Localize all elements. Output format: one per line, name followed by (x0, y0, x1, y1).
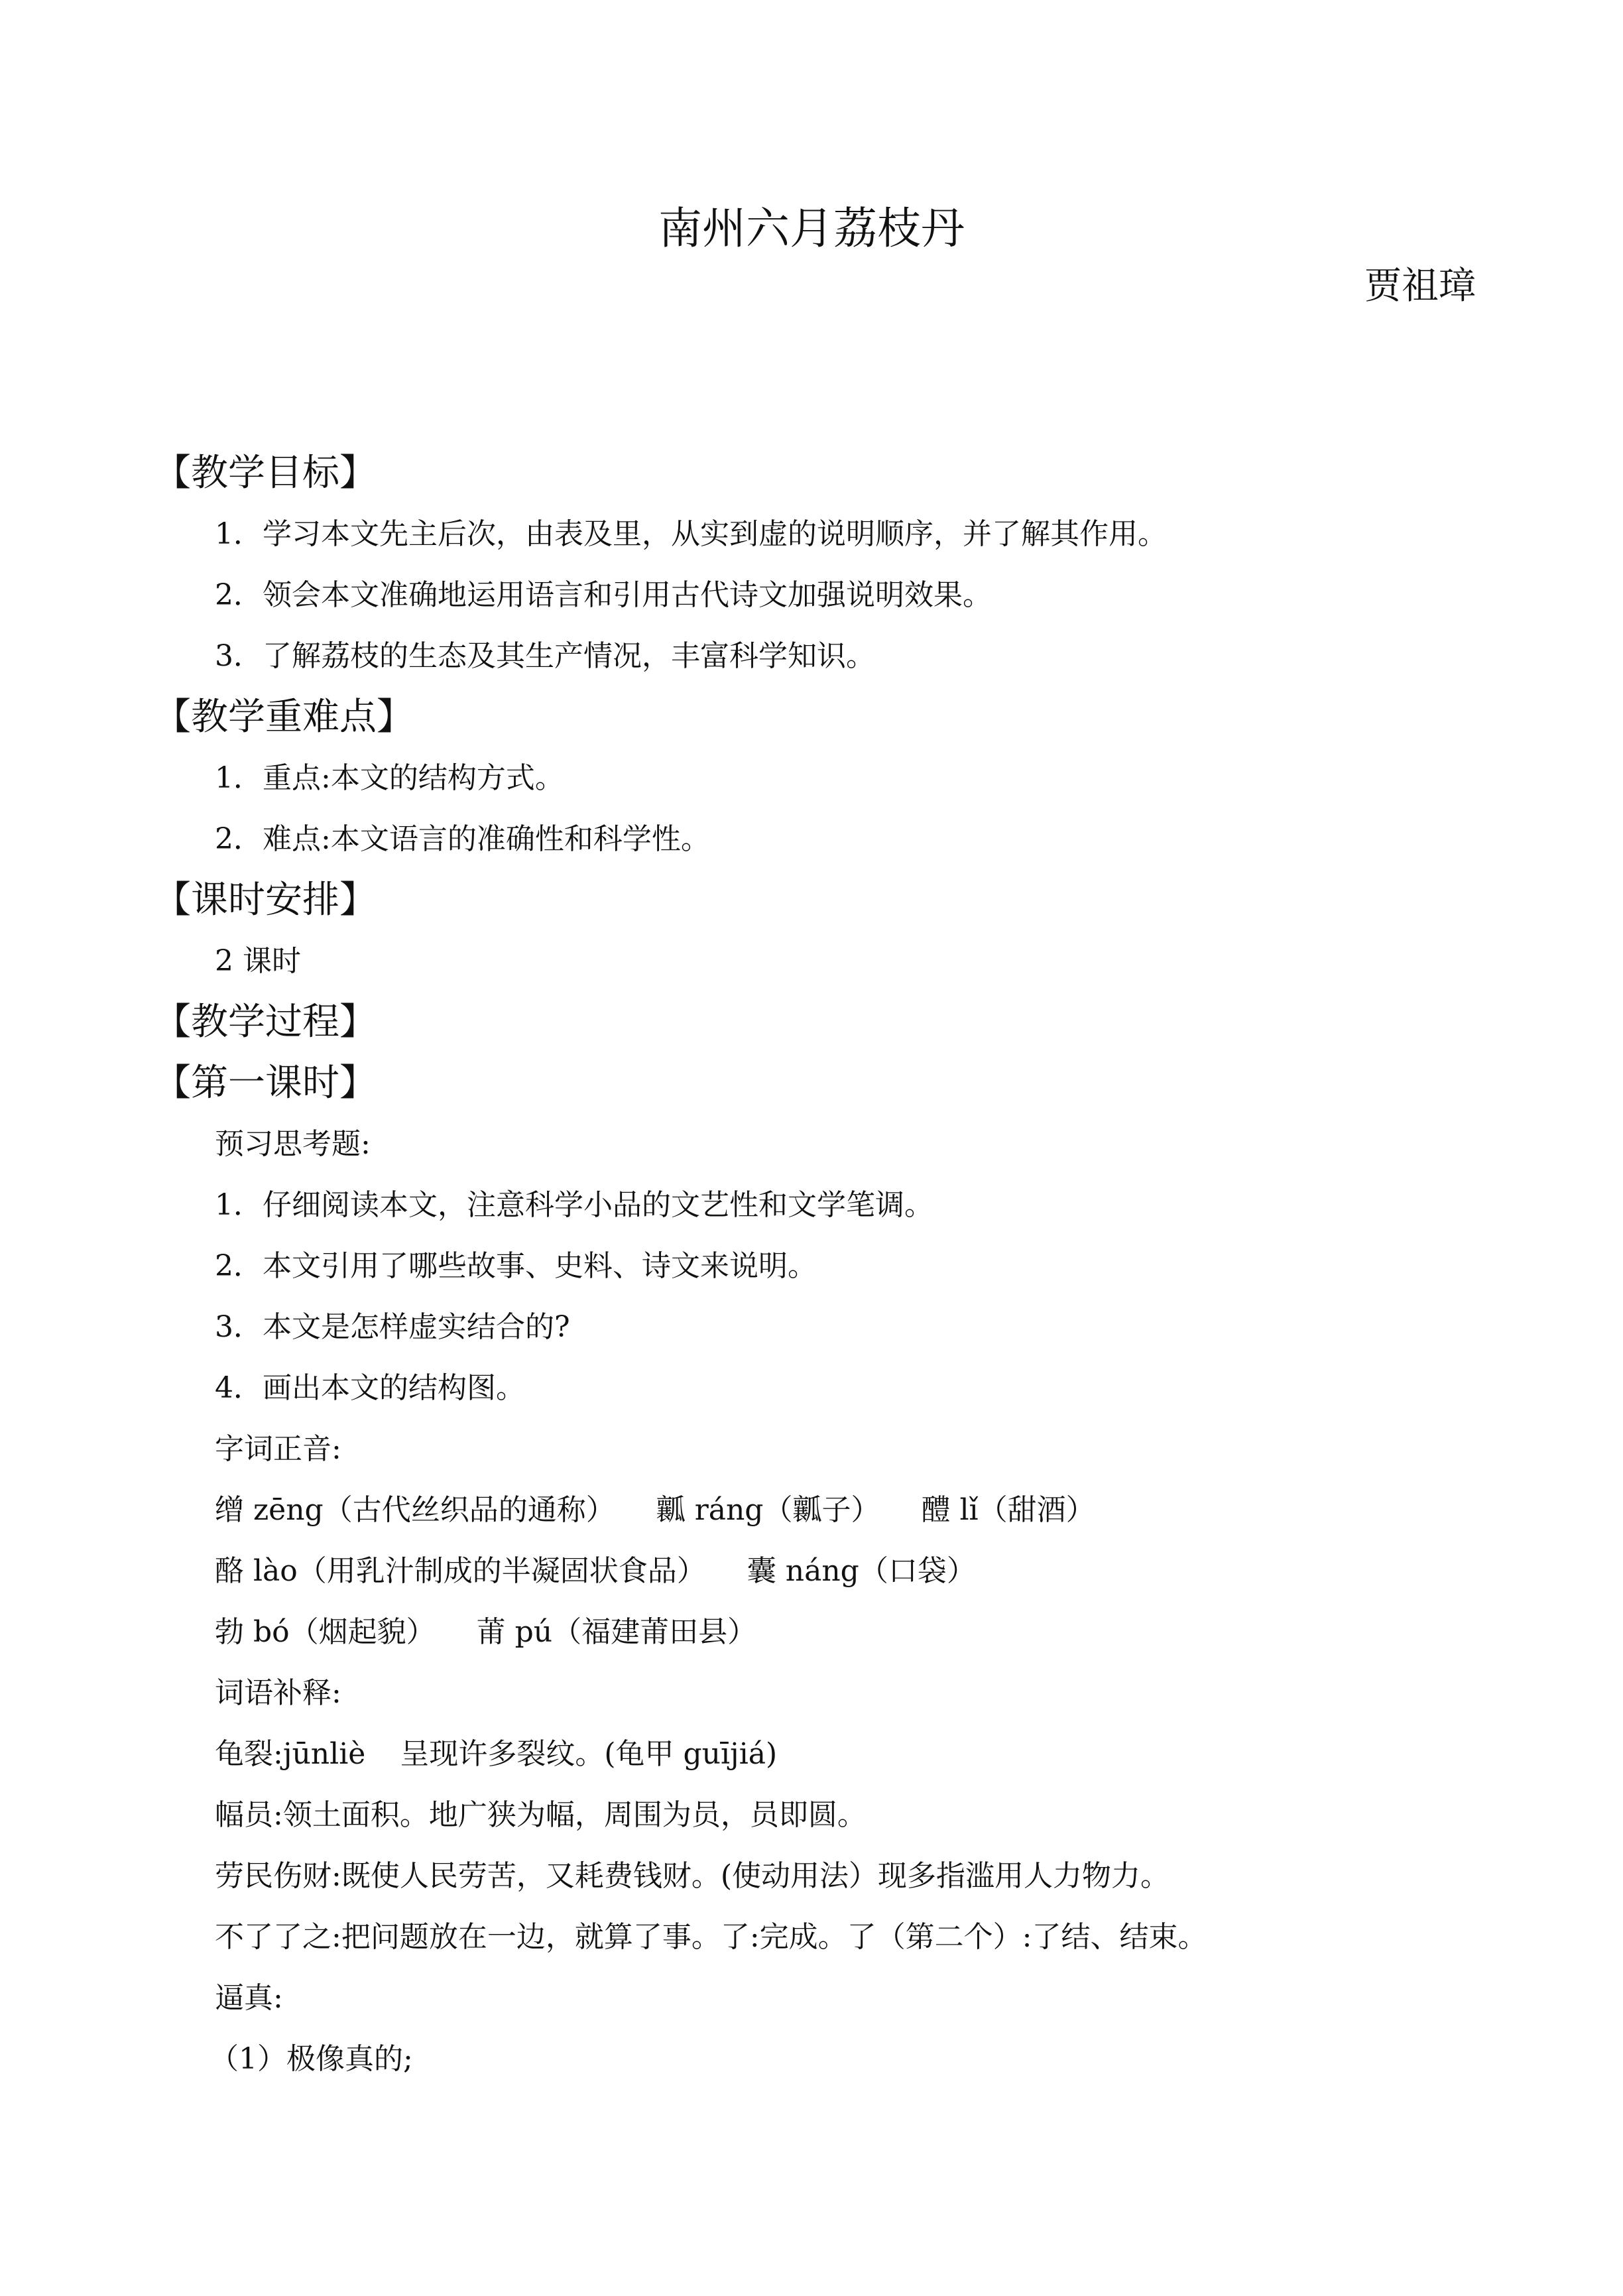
word-meaning: 呈现许多裂纹。(龟甲 guījiá) (400, 1737, 778, 1771)
pronunciation-entry: 酪 lào（用乳汁制成的半凝固状食品） (215, 1554, 706, 1588)
pronunciation-label: 字词正音: (215, 1432, 341, 1466)
section-heading-keypoints: 【教学重难点】 (154, 695, 414, 739)
word-sense: （1）极像真的; (210, 2042, 413, 2076)
word-definition: 幅员:领土面积。地广狭为幅，周围为员，员即圆。 (215, 1798, 867, 1832)
preview-item: 1．仔细阅读本文，注意科学小品的文艺性和文学笔调。 (215, 1188, 933, 1222)
pronunciation-entry: 囊 náng（口袋） (747, 1554, 976, 1588)
schedule-text: 2 课时 (215, 944, 301, 978)
section-heading-schedule: 【课时安排】 (154, 878, 377, 922)
document-title: 南州六月荔枝丹 (658, 203, 965, 254)
document-body (154, 443, 1480, 2090)
pronunciation-row (154, 1480, 1480, 1541)
section-heading-goals: 【教学目标】 (154, 452, 377, 495)
goal-item: 2．领会本文准确地运用语言和引用古代诗文加强说明效果。 (215, 578, 992, 612)
goal-item: 1．学习本文先主后次，由表及里，从实到虚的说明顺序，并了解其作用。 (215, 517, 1167, 551)
goal-item: 3．了解荔枝的生态及其生产情况，丰富科学知识。 (215, 639, 875, 673)
section-heading-process: 【教学过程】 (154, 1000, 377, 1044)
pronunciation-entry: 莆 pú（福建莆田县） (476, 1615, 757, 1649)
word-definition: 劳民伤财:既使人民劳苦，又耗费钱财。(使动用法）现多指滥用人力物力。 (215, 1859, 1170, 1893)
word-definition: 不了了之:把问题放在一边，就算了事。了:完成。了（第二个）:了结、结束。 (215, 1920, 1207, 1954)
word-term: 龟裂:jūnliè (215, 1737, 366, 1771)
pronunciation-row (154, 1602, 1480, 1663)
keypoint-item: 2．难点:本文语言的准确性和科学性。 (215, 822, 710, 856)
keypoint-item: 1．重点:本文的结构方式。 (215, 761, 564, 795)
preview-label: 预习思考题: (215, 1127, 371, 1161)
preview-item: 4．画出本文的结构图。 (215, 1371, 525, 1405)
pronunciation-entry: 醴 lǐ（甜酒） (921, 1493, 1095, 1527)
document-author: 贾祖璋 (1364, 265, 1476, 308)
word-label-bizhen: 逼真: (215, 1981, 283, 2015)
pronunciation-entry: 勃 bó（烟起貌） (215, 1615, 436, 1649)
pronunciation-entry: 瓤 ráng（瓤子） (656, 1493, 880, 1527)
preview-item: 2．本文引用了哪些故事、史料、诗文来说明。 (215, 1249, 817, 1283)
pronunciation-row (154, 1541, 1480, 1602)
word-definition (154, 1724, 1480, 1785)
pronunciation-entry: 缯 zēng（古代丝织品的通称） (215, 1493, 615, 1527)
words-label: 词语补释: (215, 1676, 341, 1710)
preview-item: 3．本文是怎样虚实结合的? (215, 1310, 570, 1344)
section-heading-lesson1: 【第一课时】 (154, 1061, 377, 1105)
